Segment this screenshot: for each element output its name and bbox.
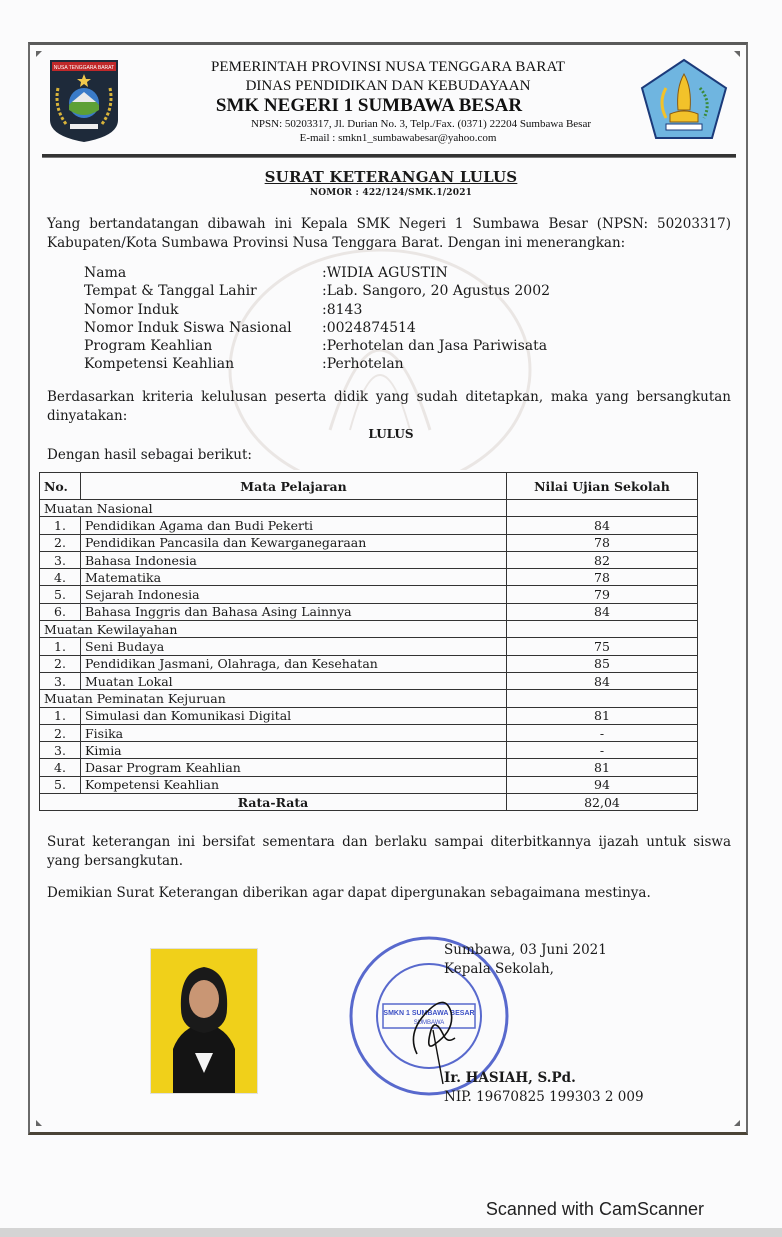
table-row <box>40 534 698 551</box>
document-title: SURAT KETERANGAN LULUS <box>264 168 518 186</box>
closing-paragraph-1: Surat keterangan ini bersifat sementara dan berlaku sampai diterbitkannya ijazah untuk siswa yang bersangkutan. <box>47 834 731 869</box>
row-no: 5. <box>40 586 81 603</box>
row-score: 78 <box>507 569 698 586</box>
signer-block <box>444 1069 644 1107</box>
row-score: 84 <box>507 517 698 534</box>
group-label: Muatan Peminatan Kejuruan <box>40 690 507 707</box>
row-score: 85 <box>507 655 698 672</box>
row-score: 75 <box>507 638 698 655</box>
row-no: 3. <box>40 551 81 568</box>
empty-cell <box>507 690 698 707</box>
grades-table <box>39 472 698 811</box>
row-no: 1. <box>40 707 81 724</box>
row-score: - <box>507 724 698 741</box>
row-subject: Bahasa Inggris dan Bahasa Asing Lainnya <box>81 603 507 620</box>
table-row <box>40 707 698 724</box>
header-subject: Mata Pelajaran <box>81 473 507 500</box>
row-no: 5. <box>40 776 81 793</box>
letterhead-school-name: SMK NEGERI 1 SUMBAWA BESAR <box>215 95 523 116</box>
row-no: 3. <box>40 742 81 759</box>
identity-row <box>84 319 550 337</box>
identity-label: Program Keahlian <box>84 338 213 355</box>
empty-cell <box>507 621 698 638</box>
row-subject: Matematika <box>81 569 507 586</box>
svg-text:NUSA TENGGARA BARAT: NUSA TENGGARA BARAT <box>53 65 115 71</box>
student-portrait-icon <box>151 949 257 1093</box>
signer-name: Ir. HASIAH, S.Pd. <box>444 1070 576 1086</box>
identity-value: :Perhotelan <box>322 356 404 373</box>
table-row <box>40 724 698 741</box>
signature-position: Kepala Sekolah, <box>444 961 554 977</box>
identity-label: Nomor Induk Siswa Nasional <box>84 319 292 336</box>
row-no: 2. <box>40 655 81 672</box>
table-row <box>40 655 698 672</box>
row-score: - <box>507 742 698 759</box>
table-header-row <box>40 473 698 500</box>
header-score: Nilai Ujian Sekolah <box>507 473 698 500</box>
row-score: 84 <box>507 672 698 689</box>
row-subject: Pendidikan Pancasila dan Kewarganegaraan <box>81 534 507 551</box>
row-no: 4. <box>40 759 81 776</box>
identity-row <box>84 355 550 373</box>
letterhead-address: NPSN: 50203317, Jl. Durian No. 3, Telp./Fax. (0371) 22204 Sumbawa Besar <box>250 118 591 130</box>
table-row <box>40 603 698 620</box>
row-subject: Seni Budaya <box>81 638 507 655</box>
table-row <box>40 586 698 603</box>
student-identity <box>84 264 550 374</box>
letterhead <box>30 50 746 154</box>
row-no: 2. <box>40 534 81 551</box>
signature-block <box>444 941 607 979</box>
bottom-bar <box>0 1228 782 1237</box>
graduation-status: LULUS <box>368 427 414 441</box>
row-no: 2. <box>40 724 81 741</box>
row-no: 1. <box>40 517 81 534</box>
identity-value: :WIDIA AGUSTIN <box>322 265 448 281</box>
row-score: 81 <box>507 759 698 776</box>
identity-label: Nama <box>84 265 127 281</box>
scanner-watermark: Scanned with CamScanner <box>485 1199 704 1219</box>
empty-cell <box>507 500 698 517</box>
group-label: Muatan Nasional <box>40 500 507 517</box>
corner-mark <box>734 1120 740 1126</box>
table-row <box>40 759 698 776</box>
identity-row <box>84 264 550 282</box>
signer-nip: NIP. 19670825 199303 2 009 <box>444 1089 644 1105</box>
identity-label: Kompetensi Keahlian <box>84 356 235 373</box>
row-score: 78 <box>507 534 698 551</box>
identity-row <box>84 301 550 319</box>
identity-value: :Lab. Sangoro, 20 Agustus 2002 <box>322 283 551 300</box>
row-subject: Bahasa Indonesia <box>81 551 507 568</box>
row-subject: Sejarah Indonesia <box>81 586 507 603</box>
table-row <box>40 776 698 793</box>
row-score: 84 <box>507 603 698 620</box>
table-row <box>40 742 698 759</box>
row-no: 6. <box>40 603 81 620</box>
row-subject: Pendidikan Jasmani, Olahraga, dan Kesehatan <box>81 655 507 672</box>
closing-paragraph-2: Demikian Surat Keterangan diberikan agar dapat dipergunakan sebagaimana mestinya. <box>47 885 651 901</box>
student-photo <box>150 948 258 1094</box>
letterhead-email: E-mail : smkn1_sumbawabesar@yahoo.com <box>299 132 497 144</box>
group-row <box>40 690 698 707</box>
identity-label: Nomor Induk <box>84 301 179 318</box>
identity-value: :0024874514 <box>322 319 416 336</box>
table-row <box>40 569 698 586</box>
intro-paragraph: Yang bertandatangan dibawah ini Kepala SMK Negeri 1 Sumbawa Besar (NPSN: 50203317) Kabupaten/Kota Sumbawa Provinsi Nusa Tenggara Barat. Dengan ini menerangkan: <box>47 216 731 251</box>
table-row <box>40 638 698 655</box>
row-score: 79 <box>507 586 698 603</box>
table-row <box>40 517 698 534</box>
letterhead-divider <box>42 154 736 158</box>
row-subject: Fisika <box>81 724 507 741</box>
row-subject: Kimia <box>81 742 507 759</box>
table-row <box>40 551 698 568</box>
row-score: 94 <box>507 776 698 793</box>
row-subject: Simulasi dan Komunikasi Digital <box>81 707 507 724</box>
row-score: 81 <box>507 707 698 724</box>
results-intro: Dengan hasil sebagai berikut: <box>47 447 252 463</box>
svg-text:SMKN 1 SUMBAWA BESAR: SMKN 1 SUMBAWA BESAR <box>383 1010 475 1017</box>
letterhead-government: PEMERINTAH PROVINSI NUSA TENGGARA BARAT <box>210 59 566 75</box>
row-no: 1. <box>40 638 81 655</box>
average-label: Rata-Rata <box>40 794 507 811</box>
average-value: 82,04 <box>507 794 698 811</box>
document-number: NOMOR : 422/124/SMK.1/2021 <box>309 188 473 198</box>
criteria-paragraph: Berdasarkan kriteria kelulusan peserta didik yang sudah ditetapkan, maka yang bersangkutan dinyatakan: <box>47 389 731 424</box>
row-subject: Dasar Program Keahlian <box>81 759 507 776</box>
group-row <box>40 621 698 638</box>
row-subject: Pendidikan Agama dan Budi Pekerti <box>81 517 507 534</box>
row-no: 4. <box>40 569 81 586</box>
letterhead-department: DINAS PENDIDIKAN DAN KEBUDAYAAN <box>245 78 531 94</box>
header-no: No. <box>40 473 81 500</box>
row-score: 82 <box>507 551 698 568</box>
identity-label: Tempat & Tanggal Lahir <box>84 283 257 300</box>
group-row <box>40 500 698 517</box>
signature-place-date: Sumbawa, 03 Juni 2021 <box>444 942 607 958</box>
corner-mark <box>36 1120 42 1126</box>
average-row <box>40 794 698 811</box>
identity-row <box>84 282 550 300</box>
row-subject: Muatan Lokal <box>81 672 507 689</box>
identity-row <box>84 337 550 355</box>
row-no: 3. <box>40 672 81 689</box>
group-label: Muatan Kewilayahan <box>40 621 507 638</box>
identity-value: :Perhotelan dan Jasa Pariwisata <box>322 338 548 355</box>
svg-text:SUMBAWA: SUMBAWA <box>413 1020 445 1026</box>
row-subject: Kompetensi Keahlian <box>81 776 507 793</box>
identity-value: :8143 <box>322 301 363 318</box>
table-row <box>40 672 698 689</box>
